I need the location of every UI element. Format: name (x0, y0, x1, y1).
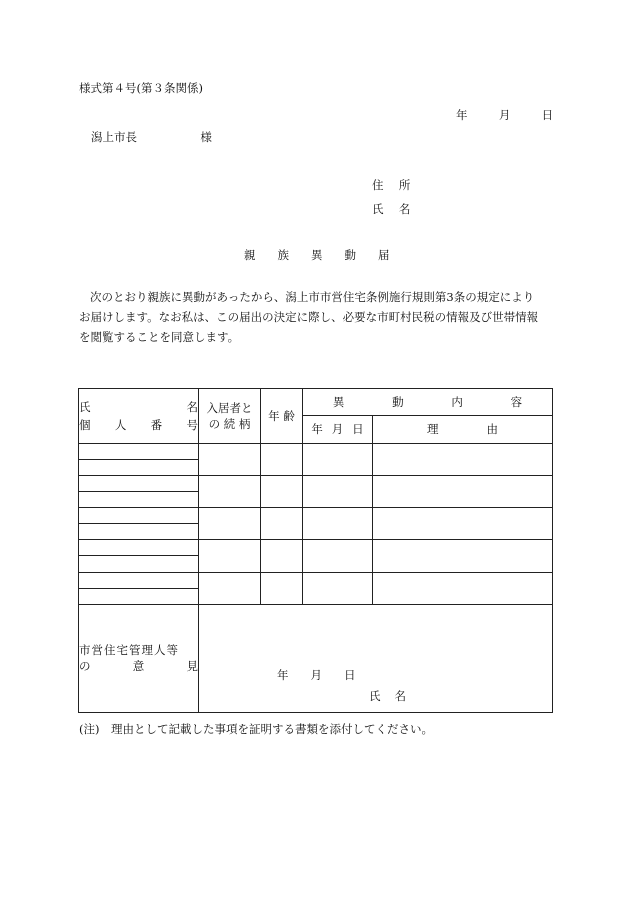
table-row (79, 540, 553, 556)
name-cell[interactable] (79, 475, 199, 491)
relation-cell[interactable] (199, 572, 261, 604)
date-cell[interactable] (303, 508, 373, 540)
date-cell[interactable] (303, 572, 373, 604)
manager-date: 年 月 日 (277, 667, 356, 682)
note: (注) 理由として記載した事項を証明する書類を添付してください。 (79, 722, 433, 736)
table-row (79, 475, 553, 491)
header-relation: 入居者と の 続 柄 (199, 389, 261, 444)
form-number: 様式第４号(第３条関係) (79, 81, 203, 95)
date-line (456, 107, 553, 123)
relation-cell[interactable] (199, 540, 261, 572)
date-cell[interactable] (303, 540, 373, 572)
form-title: 親 族 異 動 届 (244, 248, 390, 262)
body-line-1: 次のとおり親族に異動があったから、潟上市市営住宅条例施行規則第3条の規定により (90, 290, 535, 304)
reason-cell[interactable] (373, 443, 553, 475)
header-age: 年 齢 (261, 389, 303, 444)
age-cell[interactable] (261, 572, 303, 604)
number-cell[interactable] (79, 524, 199, 540)
age-cell[interactable] (261, 540, 303, 572)
addressee (91, 129, 212, 145)
header-change: 異 動 内 容 (303, 389, 553, 416)
header-reason: 理 由 (373, 416, 553, 443)
address-label: 住 所 (372, 178, 411, 192)
manager-opinion-label: 市営住宅管理人等 の 意 見 (79, 604, 199, 712)
number-cell[interactable] (79, 556, 199, 572)
body-line-3: を閲覧することを同意します。 (79, 330, 240, 344)
table-row (79, 572, 553, 588)
name-cell[interactable] (79, 540, 199, 556)
addressee-honorific: 様 (200, 130, 212, 144)
manager-name-label: 氏 名 (369, 688, 406, 703)
number-cell[interactable] (79, 491, 199, 507)
age-cell[interactable] (261, 508, 303, 540)
reason-cell[interactable] (373, 475, 553, 507)
date-day: 日 (541, 108, 554, 122)
name-cell[interactable] (79, 443, 199, 459)
date-month: 月 (498, 108, 511, 122)
date-cell[interactable] (303, 443, 373, 475)
body-line-2: お届けします。なお私は、この届出の決定に際し、必要な市町村民税の情報及び世帯情報 (79, 310, 539, 324)
relative-change-table (78, 388, 553, 713)
manager-opinion-field[interactable] (199, 604, 553, 712)
name-cell[interactable] (79, 572, 199, 588)
table-row (79, 443, 553, 459)
addressee-name: 潟上市長 (91, 130, 137, 144)
name-label: 氏 名 (372, 202, 411, 216)
relation-cell[interactable] (199, 475, 261, 507)
name-cell[interactable] (79, 508, 199, 524)
number-cell[interactable] (79, 588, 199, 604)
body-text (79, 287, 551, 347)
date-year: 年 (456, 108, 468, 122)
relation-cell[interactable] (199, 508, 261, 540)
age-cell[interactable] (261, 443, 303, 475)
table-row (79, 508, 553, 524)
reason-cell[interactable] (373, 572, 553, 604)
header-date: 年 月 日 (303, 416, 373, 443)
date-cell[interactable] (303, 475, 373, 507)
reason-cell[interactable] (373, 540, 553, 572)
relation-cell[interactable] (199, 443, 261, 475)
header-name: 氏 名 個 人 番 号 (79, 389, 199, 444)
number-cell[interactable] (79, 459, 199, 475)
age-cell[interactable] (261, 475, 303, 507)
reason-cell[interactable] (373, 508, 553, 540)
